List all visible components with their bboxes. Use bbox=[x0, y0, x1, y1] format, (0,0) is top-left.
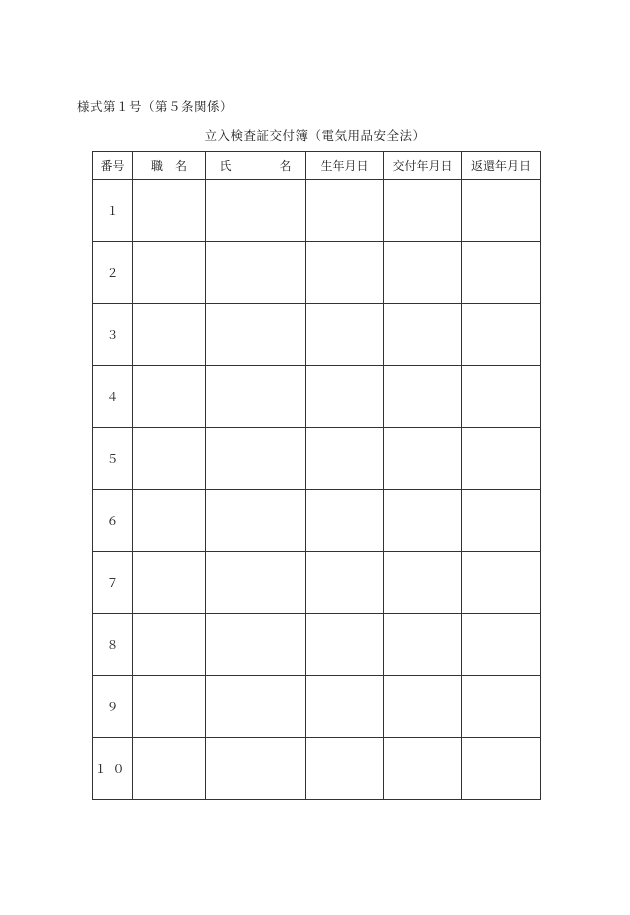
return-date-cell[interactable] bbox=[462, 490, 541, 552]
issue-date-cell[interactable] bbox=[384, 676, 462, 738]
birth-date-cell[interactable] bbox=[306, 738, 384, 800]
issue-date-cell[interactable] bbox=[384, 738, 462, 800]
table-row bbox=[93, 490, 541, 552]
table-row bbox=[93, 552, 541, 614]
row-number-cell: ９ bbox=[93, 676, 133, 738]
position-cell[interactable] bbox=[133, 242, 206, 304]
issue-date-cell[interactable] bbox=[384, 614, 462, 676]
name-cell[interactable] bbox=[206, 304, 306, 366]
issue-date-cell[interactable] bbox=[384, 242, 462, 304]
position-cell[interactable] bbox=[133, 676, 206, 738]
table-row bbox=[93, 242, 541, 304]
position-cell[interactable] bbox=[133, 490, 206, 552]
row-number-cell: １０ bbox=[93, 738, 133, 800]
issue-date-cell[interactable] bbox=[384, 366, 462, 428]
position-cell[interactable] bbox=[133, 304, 206, 366]
name-cell[interactable] bbox=[206, 428, 306, 490]
header-issue-date: 交付年月日 bbox=[384, 152, 462, 180]
row-number-cell: ４ bbox=[93, 366, 133, 428]
row-number-cell: ２ bbox=[93, 242, 133, 304]
name-cell[interactable] bbox=[206, 738, 306, 800]
return-date-cell[interactable] bbox=[462, 242, 541, 304]
position-cell[interactable] bbox=[133, 552, 206, 614]
birth-date-cell[interactable] bbox=[306, 676, 384, 738]
birth-date-cell[interactable] bbox=[306, 304, 384, 366]
table-row bbox=[93, 366, 541, 428]
row-number-cell: １ bbox=[93, 180, 133, 242]
table-row bbox=[93, 304, 541, 366]
position-cell[interactable] bbox=[133, 738, 206, 800]
name-cell[interactable] bbox=[206, 242, 306, 304]
birth-date-cell[interactable] bbox=[306, 428, 384, 490]
birth-date-cell[interactable] bbox=[306, 552, 384, 614]
issue-date-cell[interactable] bbox=[384, 552, 462, 614]
row-number-cell: ５ bbox=[93, 428, 133, 490]
birth-date-cell[interactable] bbox=[306, 242, 384, 304]
table-row bbox=[93, 614, 541, 676]
return-date-cell[interactable] bbox=[462, 428, 541, 490]
return-date-cell[interactable] bbox=[462, 738, 541, 800]
row-number-cell: ３ bbox=[93, 304, 133, 366]
position-cell[interactable] bbox=[133, 428, 206, 490]
return-date-cell[interactable] bbox=[462, 552, 541, 614]
name-cell[interactable] bbox=[206, 490, 306, 552]
document-title: 立入検査証交付簿（電気用品安全法） bbox=[204, 128, 426, 143]
birth-date-cell[interactable] bbox=[306, 490, 384, 552]
issuance-ledger-table bbox=[92, 151, 541, 800]
row-number-cell: ６ bbox=[93, 490, 133, 552]
table-row bbox=[93, 180, 541, 242]
birth-date-cell[interactable] bbox=[306, 614, 384, 676]
name-cell[interactable] bbox=[206, 366, 306, 428]
return-date-cell[interactable] bbox=[462, 304, 541, 366]
issue-date-cell[interactable] bbox=[384, 180, 462, 242]
issue-date-cell[interactable] bbox=[384, 304, 462, 366]
position-cell[interactable] bbox=[133, 180, 206, 242]
issue-date-cell[interactable] bbox=[384, 428, 462, 490]
return-date-cell[interactable] bbox=[462, 180, 541, 242]
birth-date-cell[interactable] bbox=[306, 366, 384, 428]
table-header-row bbox=[93, 152, 541, 180]
header-birth-date: 生年月日 bbox=[306, 152, 384, 180]
header-return-date: 返還年月日 bbox=[462, 152, 541, 180]
position-cell[interactable] bbox=[133, 366, 206, 428]
header-name: 氏 名 bbox=[206, 152, 306, 180]
return-date-cell[interactable] bbox=[462, 366, 541, 428]
name-cell[interactable] bbox=[206, 614, 306, 676]
return-date-cell[interactable] bbox=[462, 676, 541, 738]
header-position: 職 名 bbox=[133, 152, 206, 180]
position-cell[interactable] bbox=[133, 614, 206, 676]
birth-date-cell[interactable] bbox=[306, 180, 384, 242]
header-number: 番号 bbox=[93, 152, 133, 180]
row-number-cell: ７ bbox=[93, 552, 133, 614]
name-cell[interactable] bbox=[206, 180, 306, 242]
table-row bbox=[93, 676, 541, 738]
table-row bbox=[93, 428, 541, 490]
row-number-cell: ８ bbox=[93, 614, 133, 676]
issue-date-cell[interactable] bbox=[384, 490, 462, 552]
form-number-label: 様式第１号（第５条関係） bbox=[77, 99, 234, 114]
name-cell[interactable] bbox=[206, 676, 306, 738]
name-cell[interactable] bbox=[206, 552, 306, 614]
return-date-cell[interactable] bbox=[462, 614, 541, 676]
table-body bbox=[93, 180, 541, 800]
table-row bbox=[93, 738, 541, 800]
